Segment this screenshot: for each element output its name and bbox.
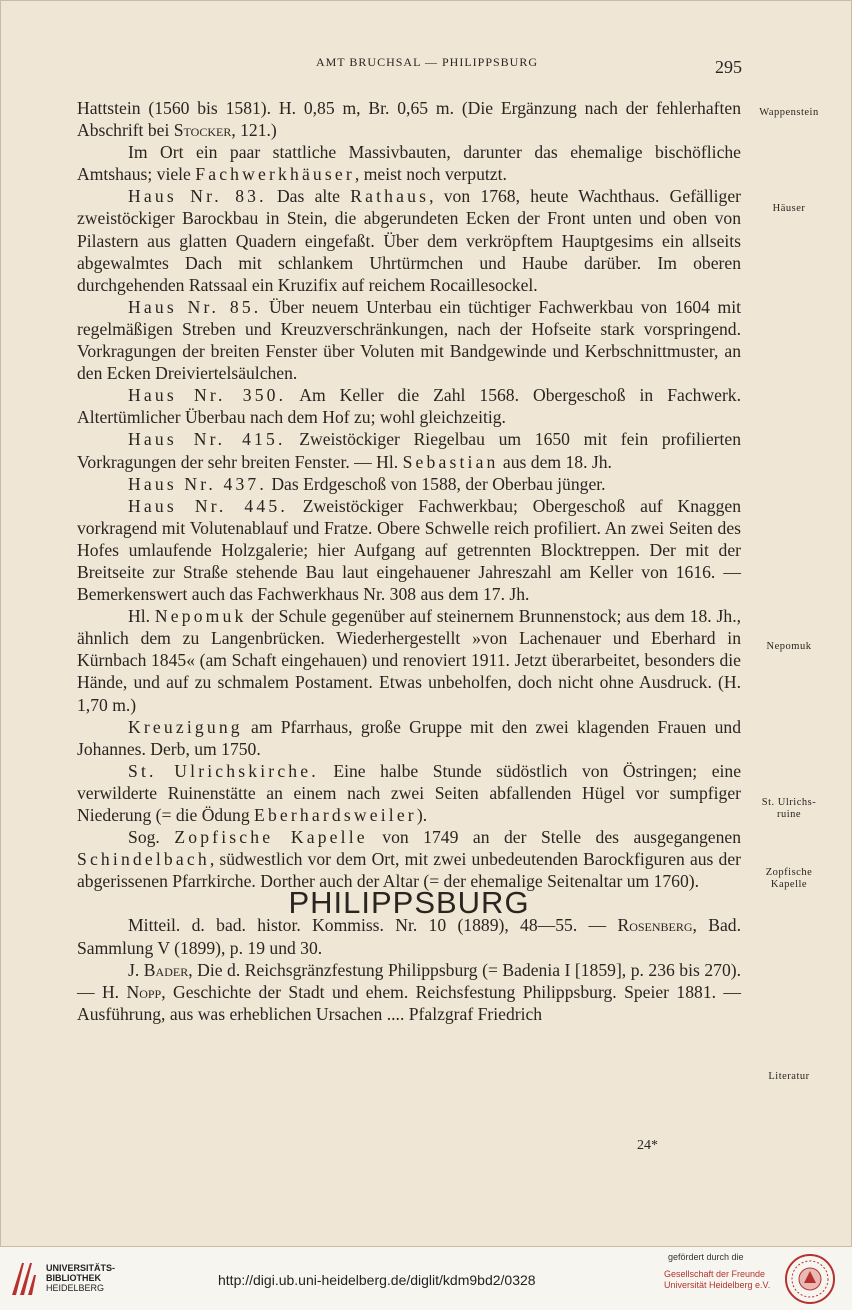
society-name-line: Universität Heidelberg e.V. [664,1280,771,1290]
paragraph [77,296,741,384]
text-run: , von 1768, heute Wachthaus. Gefälliger zweistöckiger Barockbau in Stein, die abgerundeten Ecken der Front unten und oben von Pilastern aus glatten Quadern eingefaßt. Über dem verkröpftem Hauptgesims ein allseits abgewalmtes Dach mit schlankem Uhrtürmchen und Haube darüber. Im oberen durchgehenden Ratssaal ein Kruzifix auf reichem Rocaillesockel. [77,186,741,295]
text-run: Zweistöckiger Fachwerkbau; Obergeschoß auf Knaggen vorkragend mit Volutenablauf und Fratze. Obere Schwelle reich profiliert. An zwei Seiten des Hofes umlaufende Holzgalerie; hier Aufgang auf getrennten Blocktreppen. Der mit der Breitseite zur Straße stehende Bau laut eingehauener Jahreszahl am Keller von 1616. — Bemerkenswert auch das Fachwerkhaus Nr. 308 aus dem 17. Jh. [77,495,741,605]
margin-note-zopfische [749,867,829,891]
margin-note-literatur: Literatur [768,1071,810,1082]
text-run: , Geschichte der Stadt und ehem. Reichsfestung Philippsburg. Speier 1881. — Ausführung, aus was erheblichen Ursachen .... Pfalzgraf Friedrich [77,981,741,1024]
footer-bar [0,1247,852,1310]
text-run: , 121.) [231,120,277,141]
text-run: , Bad. Sammlung V (1899), p. 19 und 30. [77,915,741,958]
society-name-line: Gesellschaft der Freunde [664,1269,766,1279]
margin-note-nepomuk: Nepomuk [766,641,812,652]
spaced-term: Sebastian [402,451,499,472]
margin-note-line: St. Ulrichs- [761,797,817,808]
library-name [46,1263,115,1293]
spaced-term: Rathaus [350,186,430,207]
body-text [77,97,741,1025]
author-name: Rosenberg [617,915,693,936]
paragraph [77,185,741,295]
text-run: Hattstein (1560 bis 1581). H. 0,85 m, Br. 0,65 m. (Die Ergänzung nach der fehlerhaften Abschrift bei [77,98,741,141]
library-logo-icon [8,1259,38,1299]
paragraph [77,914,741,958]
library-name-line: BIBLIOTHEK [46,1273,101,1283]
text-run: , Die d. Reichsgränzfestung Philippsburg (= Badenia I [1859], p. 236 bis 270). — H. [77,959,741,1002]
text-run: aus dem 18. Jh. [498,451,612,472]
text-run: Sog. [128,827,175,848]
text-run: der Schule gegenüber auf steinernem Brunnenstock; aus dem 18. Jh., ähnlich dem zu Langenbrücken. Wiederhergestellt »von Lachenauer und Eberhard in Kürnbach 1845« (am Schaft eingehauen) und renoviert 1911. Jetzt überarbeitet, besonders die Hände, und auf zu schmalem Postament. Etwas unbeholfen, doch nicht ohne Ausdruck. (H. 1,70 m.) [77,606,741,715]
paragraph [77,473,741,495]
text-run: am Pfarrhaus, große Gruppe mit den zwei klagenden Frauen und Johannes. Derb, um 1750. [77,716,741,759]
text-run: Mitteil. d. bad. histor. Kommiss. Nr. 10 (1889), 48—55. — [128,915,618,936]
permalink-url[interactable]: http://digi.ub.uni-heidelberg.de/diglit/kdm9bd2/0328 [218,1272,536,1288]
margin-note-line: ruine [776,809,802,820]
author-name: Bader [143,959,189,980]
text-run: J. [128,959,144,980]
spaced-term: Schindelbach [77,849,210,870]
spaced-term: Kreuzigung [128,716,243,737]
library-name-line: HEIDELBERG [46,1283,105,1293]
paragraph [77,97,741,141]
running-head: AMT BRUCHSAL — PHILIPPSBURG [315,55,539,69]
text-run: Eine halbe Stunde südöstlich von Östringen; eine verwilderte Ruinenstätte an einem nach zwei Seiten abfallenden Hügel vor sumpfiger Niederung (= die Ödung [77,760,741,825]
text-run: Zweistöckiger Riegelbau um 1650 mit fein profilierten Vorkragungen der sehr breiten Fenster. — Hl. [77,429,741,472]
spaced-term: Fachwerkhäuser [195,164,355,185]
text-run: , meist noch verputzt. [354,164,507,185]
paragraph [77,760,741,826]
spaced-term: St. Ulrichskirche. [128,760,319,781]
society-name [664,1269,770,1291]
funded-by-label: gefördert durch die [668,1252,744,1262]
spaced-term: Haus Nr. 83. [128,186,267,207]
paragraph [77,384,741,428]
signature-mark: 24* [637,1138,658,1153]
spaced-term: Haus Nr. 350. [128,385,287,406]
paragraph [77,141,741,185]
library-name-line: UNIVERSITÄTS- [46,1263,116,1273]
spaced-term: Zopfische Kapelle [174,827,368,848]
university-seal-icon [784,1253,836,1305]
spaced-term: Haus Nr. 415. [128,429,286,450]
text-run: ). [416,805,428,825]
margin-note-line: Kapelle [770,879,808,890]
section-heading: PHILIPPSBURG [288,885,530,921]
paragraph [77,716,741,760]
spaced-term: Eberhardsweiler [254,805,417,825]
paragraph [77,495,741,605]
paragraph [77,959,741,1025]
margin-note-ulrichsruine [749,797,829,821]
author-name: Nopp [126,981,162,1002]
text-run: Im Ort ein paar stattliche Massivbauten, darunter das ehemalige bischöfliche Amtshaus; viele [77,142,741,185]
spaced-term: Nepomuk [154,606,247,627]
spaced-term: Haus Nr. 445. [128,495,288,516]
text-run: von 1749 an der Stelle des ausgegangenen [367,827,741,848]
author-name: Stocker [173,120,232,141]
margin-note-wappenstein: Wappenstein [759,107,819,118]
paragraph [77,826,741,892]
text-run: Das Erdgeschoß von 1588, der Oberbau jünger. [266,473,606,494]
margin-note-haeuser: Häuser [772,203,806,214]
text-run: Am Keller die Zahl 1568. Obergeschoß in Fachwerk. Altertümlicher Überbau nach dem Hof zu; wohl gleichzeitig. [77,385,741,428]
text-run: Über neuem Unterbau ein tüchtiger Fachwerkbau von 1604 mit regelmäßigen Streben und Kreuzverschränkungen, nach der Hofseite stark vorspringend. Vorkragungen der breiten Fenster über Voluten mit Bandgewinde und Kerbschnittmuster, an den Ecken Dreiviertelsäulchen. [77,296,741,384]
paragraph [77,428,741,472]
spaced-term: Haus Nr. 437. [128,473,267,494]
page-number: 295 [715,57,742,77]
text-run: Das alte [266,186,351,207]
paragraph [77,605,741,715]
margin-note-line: Zopfische [765,867,813,878]
spaced-term: Haus Nr. 85. [128,296,262,317]
text-run: Hl. [128,606,155,627]
text-run: , südwestlich vor dem Ort, mit zwei unbedeutenden Barockfiguren aus der abgerissenen Pfarrkirche. Dorther auch der Altar (= der ehemalige Seitenaltar um 1760). [77,849,741,892]
